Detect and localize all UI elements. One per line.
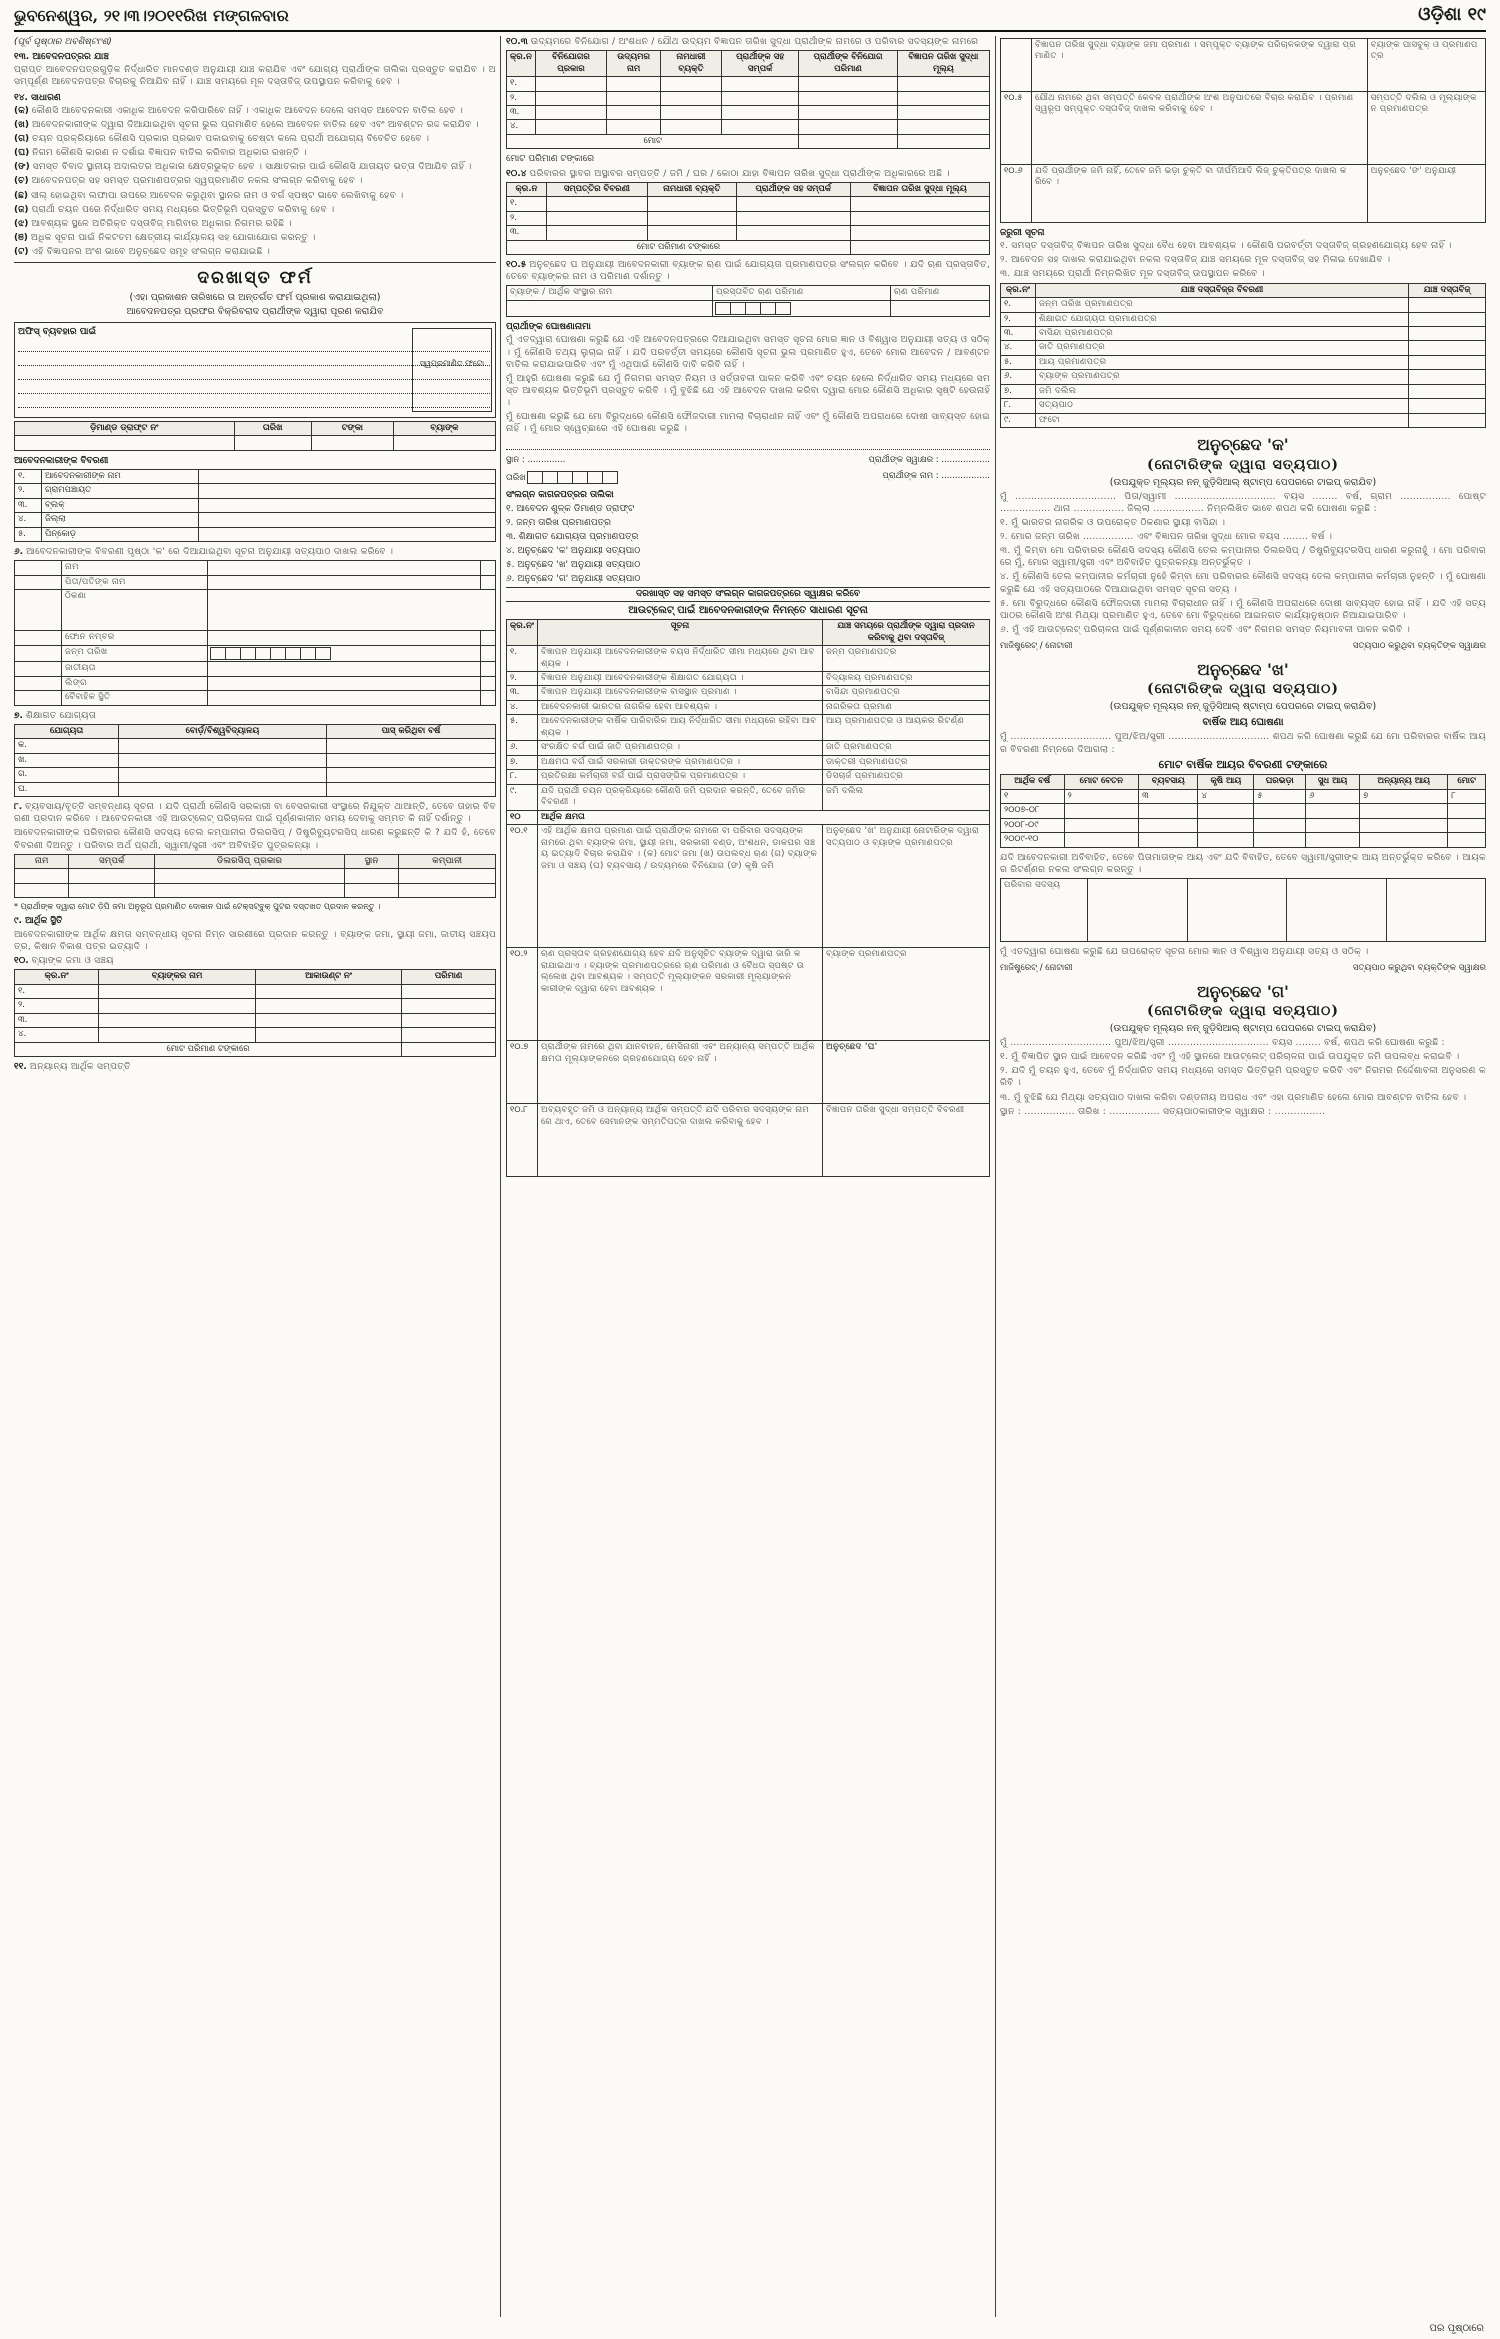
row-number: ୪. xyxy=(507,120,536,134)
office-use-label: ଅଫିସ୍ ବ୍ୟବହାର ପାଇଁ xyxy=(18,326,96,337)
body-text: ଆବେଦନକାରୀଙ୍କ ପରିବାରର କୌଣସି ସଦସ୍ୟ ତେଲ କମ୍ପାନୀର ଡିଲରସିପ୍ / ଡିଷ୍ଟ୍ରିବ୍ୟୁଟରସିପ୍ ଧାରଣ କରୁଛନ୍ତି କି ? ଯଦି ହଁ, ତେବେ ବିବରଣୀ ଦିଅନ୍ତୁ । ପରିବାର ଅର୍ଥ ପ୍ରାର୍ଥୀ, ସ୍ୱାମୀ/ସ୍ତ୍ରୀ ଏବଂ ଅବିବାହିତ ପୁତ୍ରକନ୍ୟା । xyxy=(14,828,496,851)
row-number: ୧. xyxy=(15,984,99,998)
table-cell[interactable] xyxy=(199,484,496,498)
table-header: ବୋର୍ଡ଼/ବିଶ୍ୱବିଦ୍ୟାଳୟ xyxy=(119,724,327,738)
row-label: ୨୦୦୭-୦୮ xyxy=(1001,804,1065,818)
list-item: (ଞ) ଅଧିକ ସୂଚନା ପାଇଁ ନିକଟତମ କ୍ଷେତ୍ରୀୟ କାର୍ଯ୍ୟାଳୟ ସହ ଯୋଗାଯୋଗ କରନ୍ତୁ । xyxy=(14,232,316,243)
form-question: ୬. ଆବେଦନକାରୀଙ୍କ ବିବରଣୀ ପୃଷ୍ଠା 'କ' ରେ ଦିଆଯାଇଥିବା ସୂଚନା ଅନୁଯାୟୀ ସତ୍ୟପାଠ ଦାଖଲ କରିବେ । xyxy=(14,547,394,558)
body-text: ୧. ସମସ୍ତ ଦସ୍ତାବିଜ୍ ବିଜ୍ଞାପନ ତାରିଖ ସୁଦ୍ଧା ବୈଧ ହେବା ଆବଶ୍ୟକ । କୌଣସି ପରବର୍ତ୍ତୀ ଦସ୍ତାବିଜ୍ ଗ୍ରହଣଯୋଗ୍ୟ ହେବ ନାହିଁ । xyxy=(1000,241,1452,252)
table-header: ବ୍ୟାଙ୍କର ନାମ xyxy=(99,970,256,984)
row-number: କ. xyxy=(15,739,119,753)
list-item: (ଛ) ସୀଲ୍ ହୋଇଥିବା ଲଫାପା ଉପରେ ଆବେଦନ କରୁଥିବା ସ୍ଥାନର ନାମ ଓ ବର୍ଗ ସ୍ପଷ୍ଟ ଭାବେ ଲେଖିବାକୁ ହେବ । xyxy=(14,190,404,201)
table-cell[interactable] xyxy=(402,1013,496,1027)
table-cell[interactable] xyxy=(393,436,495,450)
form-subtitle: (ଏହା ପ୍ରକାଶନ ତାରିଖରେ ତା ଅନ୍ତର୍ଗତ ଫର୍ମ ପ୍ରକାଶ କରାଯାଇଥିଲା) xyxy=(129,292,381,304)
column-middle xyxy=(506,36,990,2317)
row-number: ଘ. xyxy=(15,782,119,796)
table-header: ସୁଧ ଆୟ xyxy=(1306,775,1360,789)
row-number: ୨. xyxy=(1001,312,1036,326)
table-cell[interactable] xyxy=(402,984,496,998)
page-header-date: ଭୁବନେଶ୍ୱର, ୨୧।୩।୨୦୧୧ରିଖ ମଙ୍ଗଳବାର xyxy=(14,6,289,25)
checklist-item: ୧. ଆବେଦନ ଶୁଳ୍କ ଡିମାଣ୍ଡ ଡ୍ରାଫ୍ଟ xyxy=(506,503,635,514)
deponent-label: ସତ୍ୟପାଠ କରୁଥିବା ବ୍ୟକ୍ତିଙ୍କ ସ୍ୱାକ୍ଷର xyxy=(1352,963,1486,974)
savings-table xyxy=(14,969,496,1057)
row-number: ୬. xyxy=(1001,370,1036,384)
affidavit-text: ମୁଁ ................................ ପିତା/ସ୍ୱାମୀ ................................ ବୟସ ........ ବର୍ଷ, ଗ୍ରାମ ................ ପୋଷ୍ଟ ................ ଥାନା ................ ଜିଲ୍ଲା ................ ନିମ୍ନଲିଖିତ ଭାବେ ଶପଥ କରି ଘୋଷଣା କରୁଛି : xyxy=(1000,491,1486,514)
annexure-ka-title: ଅନୁଚ୍ଛେଦ 'କ' xyxy=(1197,435,1289,455)
date-label: ତାରିଖ xyxy=(506,473,526,483)
row-number: ୩. xyxy=(507,106,536,120)
column-number: ୫ xyxy=(1254,789,1306,803)
affidavit-text: ମୁଁ ................................ ପୁଅ/ଝିଅ/ସ୍ତ୍ରୀ ................................ ଶପଥ କରି ଘୋଷଣା କରୁଛି ଯେ ମୋ ପରିବାରର ବାର୍ଷିକ ଆୟର ବିବରଣୀ ନିମ୍ନରେ ଦିଆଗଲା : xyxy=(1000,732,1486,755)
blank-field[interactable] xyxy=(506,438,990,450)
table-cell[interactable] xyxy=(402,1028,496,1042)
table-cell[interactable] xyxy=(207,691,480,705)
place-label: ସ୍ଥାନ xyxy=(506,454,520,465)
applicant-details-label: ଆବେଦନକାରୀଙ୍କ ବିବରଣୀ xyxy=(14,455,109,466)
notary-label: ମାଜିଷ୍ଟ୍ରେଟ୍ / ନୋଟାରୀ xyxy=(1000,963,1073,974)
section-title: ଆର୍ଥିକ କ୍ଷମତା xyxy=(538,810,990,824)
table-header: ଘରଭଡ଼ା xyxy=(1254,775,1306,789)
signature-row: ତାରିଖ ପ୍ରାର୍ଥୀଙ୍କ ନାମ : .................. xyxy=(506,471,990,483)
education-table xyxy=(14,724,496,797)
table-header: ନାମଧାରୀ ବ୍ୟକ୍ତି xyxy=(647,182,736,196)
table-cell[interactable] xyxy=(119,768,327,782)
income-detail-table: ପରିବାର ସଦସ୍ୟ xyxy=(1000,878,1486,942)
section-10-3: ୧୦.୩ ଉଦ୍ୟମରେ ବିନିଯୋଗ / ଅଂଶଧନ / ଯୌଥ ଉଦ୍ୟମ ବିଜ୍ଞାପନ ତାରିଖ ସୁଦ୍ଧା ପ୍ରାର୍ଥୀଙ୍କ ନାମରେ ଓ ପରିବାର ସଦସ୍ୟଙ୍କ ନାମରେ xyxy=(506,37,979,47)
important-title: ଜରୁରୀ ସୂଚନା xyxy=(1000,228,1045,238)
form-question: ୭. ଶିକ୍ଷାଗତ ଯୋଗ୍ୟତା xyxy=(14,710,97,721)
row-number: ୨. xyxy=(507,91,536,105)
body-text: ୨. ଆବେଦନ ସହ ଦାଖଲ କରାଯାଇଥିବା ନକଲ ଦସ୍ତାବିଜ୍ ଯାଞ୍ଚ ସମୟରେ ମୂଳ ଦସ୍ତାବିଜ୍ ସହ ମିଳାଇ ଦେଖାଯିବ । xyxy=(1000,255,1391,266)
income-table xyxy=(1000,774,1486,847)
table-header: ବ୍ୟବସାୟ xyxy=(1139,775,1198,789)
column-right xyxy=(1000,36,1486,2317)
list-item: (ଘ) ନିଗମ କୌଣସି କାରଣ ନ ଦର୍ଶାଇ ବିଜ୍ଞାପନ ବାତିଲ କରିବାର ଅଧିକାର ରଖନ୍ତି । xyxy=(14,148,307,159)
checklist-note: ଦରଖାସ୍ତ ସହ ସମସ୍ତ ସଂଲଗ୍ନ କାଗଜପତ୍ରରେ ସ୍ୱାକ୍ଷର କରିବେ xyxy=(506,587,990,601)
form-question: ୯. ଆର୍ଥିକ ସ୍ଥିତି xyxy=(14,915,63,926)
affidavit-text: ଯଦି ଆବେଦନକାରୀ ଅବିବାହିତ, ତେବେ ପିତାମାତାଙ୍କ ଆୟ ଏବଂ ଯଦି ବିବାହିତ, ତେବେ ସ୍ୱାମୀ/ସ୍ତ୍ରୀଙ୍କ ଆୟ ଅନ୍ତର୍ଭୁକ୍ତ କରିବେ । ଆୟକର ରିଟର୍ଣ୍ଣର ନକଲ ସଂଲଗ୍ନ କରନ୍ତୁ । xyxy=(1000,852,1486,875)
table-header: ଯାଞ୍ଚ ସମୟରେ ପ୍ରାର୍ଥୀଙ୍କ ଦ୍ୱାରା ପ୍ରଦାନ କରିବାକୁ ଥିବା ଦସ୍ତାବିଜ୍ xyxy=(823,620,990,646)
form-question: ୧୧. ଅନ୍ୟାନ୍ୟ ଆର୍ଥିକ ସମ୍ପତ୍ତି xyxy=(14,1062,131,1073)
table-cell[interactable] xyxy=(207,662,480,676)
row-label: ୨୦୦୯-୧୦ xyxy=(1001,833,1065,847)
annexure-ka-note: (ଉପଯୁକ୍ତ ମୂଲ୍ୟର ନନ୍ ଜୁଡ଼ିସିଆଲ୍ ଷ୍ଟାମ୍ପ ପେପରରେ ଟାଇପ୍ କରାଯିବ) xyxy=(1109,476,1377,488)
column-number: ୧ xyxy=(1001,789,1065,803)
section-13: ୧୩. ଆବେଦନପତ୍ରର ଯାଞ୍ଚ xyxy=(14,52,109,63)
table-header: ଟଙ୍କା xyxy=(311,421,393,435)
row-number: ୩. xyxy=(15,498,42,512)
table-cell[interactable] xyxy=(480,561,495,575)
row-number: ୫. xyxy=(15,527,42,541)
row-label: ପିନ୍‌କୋଡ଼ xyxy=(42,527,199,541)
list-item: (କ) କୌଣସି ଆବେଦନକାରୀ ଏକାଧିକ ଆବେଦନ କରିପାରିବେ ନାହିଁ । ଏକାଧିକ ଆବେଦନ ଦେଲେ ସମସ୍ତ ଆବେଦନ ବାତିଲ ହେବ । xyxy=(14,105,464,116)
checklist-item: ୩. ଶିକ୍ଷାଗତ ଯୋଗ୍ୟତା ପ୍ରମାଣପତ୍ର xyxy=(506,531,639,542)
total-label: ମୋଟ ପରିମାଣ ଟଙ୍କାରେ xyxy=(507,240,851,254)
table-cell[interactable] xyxy=(234,436,311,450)
form-title: ଦରଖାସ୍ତ ଫର୍ମ xyxy=(197,268,313,289)
row-number: ୪. xyxy=(15,513,42,527)
affidavit-text: ମୁଁ ଏତଦ୍ୱାରା ଘୋଷଣା କରୁଛି ଯେ ଉପରୋକ୍ତ ସୂଚନା ମୋର ଜ୍ଞାନ ଓ ବିଶ୍ୱାସ ଅନୁଯାୟୀ ସତ୍ୟ ଓ ସଠିକ୍ । xyxy=(1000,947,1369,958)
list-item: (ଗ) ଚୟନ ପ୍ରକ୍ରିୟାରେ କୌଣସି ପ୍ରକାର ପ୍ରଭାବ ପକାଇବାକୁ ଚେଷ୍ଟା କଲେ ପ୍ରାର୍ଥୀ ଅଯୋଗ୍ୟ ବିବେଚିତ ହେବେ । xyxy=(14,133,430,144)
column-number: ୩ xyxy=(1139,789,1198,803)
row-number: ୨. xyxy=(507,671,538,685)
table-cell[interactable] xyxy=(255,984,401,998)
signature-label: ପ୍ରାର୍ଥୀଙ୍କ ସ୍ୱାକ୍ଷର xyxy=(868,454,934,465)
table-cell[interactable] xyxy=(15,436,235,450)
checklist-item: ୨. ଜନ୍ମ ତାରିଖ ପ୍ରମାଣପତ୍ର xyxy=(506,517,611,528)
table-cell[interactable] xyxy=(99,999,256,1013)
table-cell[interactable] xyxy=(402,1042,496,1056)
annexure-ka-subtitle: (ନୋଟାରିଙ୍କ ଦ୍ୱାରା ସତ୍ୟପାଠ) xyxy=(1147,456,1339,473)
row-label: ବ୍ଲକ୍ xyxy=(42,498,199,512)
list-item: (ଖ) ଆବେଦନକାରୀଙ୍କ ଦ୍ୱାରା ଦିଆଯାଇଥିବା ସୂଚନା ଭୁଲ ପ୍ରମାଣିତ ହେଲେ ଆବେଦନ ବାତିଲ ହେବ ଏବଂ ଆବଣ୍ଟନ ରଦ୍ଦ କରାଯିବ । xyxy=(14,119,479,130)
table-cell[interactable] xyxy=(480,645,495,661)
footnote: * ପ୍ରାର୍ଥୀଙ୍କ ଦ୍ୱାରା ମୋଟ ଡ଼ିପି ଜମା ଅନୁରୂପ ପ୍ରମାଣିତ ଦୋକାନ ପାଇଁ ଟେକ୍‌ସଟ୍‌ବୁକ୍ ପୁଟର ଦସ୍ତଖତ ପ୍ରଦାନ କରନ୍ତୁ । xyxy=(14,902,381,912)
table-header: ସୂଚନା xyxy=(538,620,823,646)
table-header: ଯାଞ୍ଚ ଦସ୍ତାବିଜ୍ xyxy=(1409,283,1486,297)
checklist-item: ୬. ଅନୁଚ୍ଛେଦ 'ଗ' ଅନୁଯାୟୀ ସତ୍ୟପାଠ xyxy=(506,574,641,585)
row-number: ୮. xyxy=(1001,399,1036,413)
header-rule xyxy=(14,30,1486,32)
table-header: ବିଜ୍ଞାପନ ତାରିଖ ସୁଦ୍ଧା ମୂଲ୍ୟ xyxy=(897,51,989,77)
row-number: ୩. xyxy=(507,226,547,240)
table-header: ଆର୍ଥିକ ବର୍ଷ xyxy=(1001,775,1065,789)
table-cell[interactable] xyxy=(311,436,393,450)
table-header: କ୍ର.ନଂ xyxy=(15,970,99,984)
row-number: ୫. xyxy=(1001,355,1036,369)
row-number: ୨. xyxy=(507,211,547,225)
continued-label: (ପୂର୍ବ ପୃଷ୍ଠାର ଅବଶିଷ୍ଟାଂଶ) xyxy=(14,37,112,47)
total-label: ମୋଟ xyxy=(507,134,799,148)
declaration-text: ମୁଁ ଆହୁରି ଘୋଷଣା କରୁଛି ଯେ ମୁଁ ନିଗମର ସମସ୍ତ ନିୟମ ଓ ସର୍ତ୍ତାବଳୀ ପାଳନ କରିବି ଏବଂ ଚୟନ ହେଲେ ନିର୍ଦ୍ଧାରିତ ସମୟ ମଧ୍ୟରେ ସମସ୍ତ ଆବଶ୍ୟକ ଭିତ୍ତିଭୂମି ପ୍ରସ୍ତୁତ କରିବି । ମୁଁ ବୁଝିଛି ଯେ ଏହି ଆବେଦନ ଦାଖଲ କରିବା ଦ୍ୱାରା ମୋର କୌଣସି ଅଧିକାର ସୃଷ୍ଟି ହେଉନାହିଁ । xyxy=(506,373,990,409)
section-10-5: ୧୦.୫ ଅନୁଚ୍ଛେଦ ଘ ଅନୁଯାୟୀ ଆବେଦନକାରୀ ବ୍ୟାଙ୍କ ଋଣ ପାଇଁ ଯୋଗ୍ୟତା ପ୍ରମାଣପତ୍ର ସଂଲଗ୍ନ କରିବେ । ଯଦି ଋଣ ପ୍ରସ୍ତାବିତ, ତେବେ ବ୍ୟାଙ୍କର ନାମ ଓ ପରିମାଣ ଦର୍ଶାନ୍ତୁ । xyxy=(506,260,990,283)
table-header: ଅନ୍ୟାନ୍ୟ ଆୟ xyxy=(1360,775,1448,789)
table-cell[interactable] xyxy=(199,469,496,483)
table-header: ଉଦ୍ୟମର ନାମ xyxy=(607,51,661,77)
affidavit-text: ୧. ମୁଁ ବିଜ୍ଞାପିତ ସ୍ଥାନ ପାଇଁ ଆବେଦନ କରିଛି ଏବଂ ମୁଁ ଏହି ସ୍ଥାନରେ ଆଉଟ୍‌ଲେଟ୍ ପରିଚାଳନା ପାଇଁ ଉପଯୁକ୍ତ ଜମି ଉପଲବ୍ଧ କରାଇବି । xyxy=(1000,1052,1460,1063)
row-number: ୧. xyxy=(507,77,536,91)
personal-details-table: ନାମ ପିତା/ପତିଙ୍କ ନାମ ଠିକଣା ଫୋନ ନମ୍ବର ଜନ୍ମ ତାରିଖ ଜାତୀୟତା ଲିଙ୍ଗ ବୈବାହିକ ସ୍ଥିତି xyxy=(14,560,496,705)
list-item: (ଟ) ଏହି ବିଜ୍ଞାପନର ଅଂଶ ଭାବେ ଅନୁଚ୍ଛେଦ ସମୂହ ସଂଲଗ୍ନ କରାଯାଇଛି । xyxy=(14,247,271,258)
table-header: ସମ୍ପତ୍ତିର ବିବରଣୀ xyxy=(546,182,647,196)
checklist-item: ୪. ଅନୁଚ୍ଛେଦ 'କ' ଅନୁଯାୟୀ ସତ୍ୟପାଠ xyxy=(506,546,641,557)
divider xyxy=(14,262,496,263)
annexure-ga-title: ଅନୁଚ୍ଛେଦ 'ଗ' xyxy=(1197,981,1289,1001)
column-divider xyxy=(500,36,501,2317)
row-number: ୧୦.୨ xyxy=(507,948,538,1041)
row-label: ୨୦୦୮-୦୯ xyxy=(1001,818,1065,832)
row-label: ଜିଲ୍ଲା xyxy=(42,513,199,527)
table-cell[interactable] xyxy=(326,782,495,796)
table-cell[interactable] xyxy=(480,575,495,589)
signature-row xyxy=(1000,641,1486,652)
column-number: ୨ xyxy=(1064,789,1139,803)
table-cell[interactable] xyxy=(99,1028,256,1042)
row-number: ୭. xyxy=(1001,384,1036,398)
table-cell[interactable] xyxy=(255,999,401,1013)
table-cell[interactable] xyxy=(207,590,495,631)
table-cell[interactable] xyxy=(480,662,495,676)
fee-table xyxy=(14,421,496,451)
row-number: ୧. xyxy=(15,469,42,483)
table-cell[interactable] xyxy=(255,1028,401,1042)
row-number: ୯. xyxy=(507,784,538,810)
total-label: ମୋଟ ପରିମାଣ ଟଙ୍କାରେ xyxy=(15,1042,402,1056)
body-text: ପ୍ରାପ୍ତ ଆବେଦନପତ୍ରଗୁଡ଼ିକ ନିର୍ଦ୍ଧାରିତ ମାନଦଣ୍ଡ ଅନୁଯାୟୀ ଯାଞ୍ଚ କରାଯିବ ଏବଂ ଯୋଗ୍ୟ ପ୍ରାର୍ଥୀଙ୍କ ତାଲିକା ପ୍ରସ୍ତୁତ କରାଯିବ । ଅସମ୍ପୂର୍ଣ୍ଣ ଆବେଦନପତ୍ର ବିଚାରକୁ ନିଆଯିବ ନାହିଁ । ଯାଞ୍ଚ ସମୟରେ ମୂଳ ଦସ୍ତାବିଜ୍ ଉପସ୍ଥାପନ କରିବାକୁ ହେବ । xyxy=(14,65,496,88)
table-cell[interactable] xyxy=(119,753,327,767)
checklist-title: ସଂଲଗ୍ନ କାଗଜପତ୍ରର ତାଲିକା xyxy=(506,490,614,501)
guide-title: ଆଉଟ୍‌ଲେଟ୍ ପାଇଁ ଆବେଦନକାରୀଙ୍କ ନିମନ୍ତେ ସାଧାରଣ ସୂଚନା xyxy=(628,604,868,616)
table-cell[interactable] xyxy=(199,513,496,527)
applicant-table xyxy=(14,469,496,542)
row-number: ୧୦.୧ xyxy=(507,825,538,948)
row-number: ଗ. xyxy=(15,768,119,782)
list-item: (ଚ) ଆବେଦନପତ୍ର ସହ ସମସ୍ତ ପ୍ରମାଣପତ୍ରର ସ୍ୱପ୍ରମାଣିତ ନକଲ ସଂଲଗ୍ନ କରିବାକୁ ହେବ । xyxy=(14,176,363,187)
table-cell[interactable] xyxy=(326,768,495,782)
affidavit-text: ୬. ମୁଁ ଏହି ଆଉଟ୍‌ଲେଟ୍ ପରିଚାଳନା ପାଇଁ ପୂର୍ଣ୍ଣକାଳୀନ ସମୟ ଦେବି ଏବଂ ନିଗମର ସମସ୍ତ ନିୟମାବଳୀ ପାଳନ କରିବି । xyxy=(1000,624,1411,635)
table-header: ପ୍ରାର୍ଥୀଙ୍କ ବିନିଯୋଗ ପରିମାଣ xyxy=(799,51,897,77)
form-question: ୧୦. ବ୍ୟାଙ୍କ ଜମା ଓ ସଞ୍ଚୟ xyxy=(14,956,114,967)
table-cell[interactable] xyxy=(207,676,480,690)
table-cell[interactable] xyxy=(119,739,327,753)
table-header: ପରିମାଣ xyxy=(402,970,496,984)
property-table xyxy=(506,182,990,255)
continued-next-page: ପର ପୃଷ୍ଠାରେ xyxy=(1429,2322,1484,2334)
column-number: ୭ xyxy=(1360,789,1448,803)
annexure-kha-subtitle: (ନୋଟାରିଙ୍କ ଦ୍ୱାରା ସତ୍ୟପାଠ) xyxy=(1147,681,1339,698)
row-number: ୨. xyxy=(15,999,99,1013)
row-number: ୪. xyxy=(15,1028,99,1042)
row-number: ୪. xyxy=(1001,341,1036,355)
notary-label: ମାଜିଷ୍ଟ୍ରେଟ୍ / ନୋଟାରୀ xyxy=(1000,641,1073,652)
table-cell[interactable] xyxy=(480,676,495,690)
row-label: ଆବେଦନକାରୀଙ୍କ ନାମ xyxy=(42,469,199,483)
loan-table: ବ୍ୟାଙ୍କ / ଆର୍ଥିକ ସଂସ୍ଥାର ନାମ ପ୍ରସ୍ତାବିତ ଋଣ ପରିମାଣ ଋଣ ପରିମାଣ xyxy=(506,285,990,317)
table-header: କ୍ର.ନଂ xyxy=(1001,283,1036,297)
row-number: ୮. xyxy=(507,770,538,784)
table-header: ବିନିଯୋଗର ପ୍ରକାର xyxy=(535,51,606,77)
table-header: ବିଜ୍ଞାପନ ତାରିଖ ସୁଦ୍ଧା ମୂଲ୍ୟ xyxy=(850,182,989,196)
annexure-ga-note: (ଉପଯୁକ୍ତ ମୂଲ୍ୟର ନନ୍ ଜୁଡ଼ିସିଆଲ୍ ଷ୍ଟାମ୍ପ ପେପରରେ ଟାଇପ୍ କରାଯିବ) xyxy=(1109,1023,1377,1035)
signature-row: ସ୍ଥାନ : .............. ପ୍ରାର୍ଥୀଙ୍କ ସ୍ୱାକ୍ଷର : .................. xyxy=(506,454,990,465)
income-table-title: ମୋଟ ବାର୍ଷିକ ଆୟର ବିବରଣୀ ଟଙ୍କାରେ xyxy=(1158,757,1328,771)
list-item: (ଙ) ସମସ୍ତ ବିବାଦ ସ୍ଥାନୀୟ ଅଦାଲତର ଅଧିକାର କ୍ଷେତ୍ରଭୁକ୍ତ ହେବ । ସାକ୍ଷାତକାର ପାଇଁ କୌଣସି ଯାତାୟତ ଭତ୍ତା ଦିଆଯିବ ନାହିଁ । xyxy=(14,162,472,173)
column-number: ୪ xyxy=(1198,789,1254,803)
documents-table: କ୍ର.ନଂ ଯାଞ୍ଚ ଦସ୍ତାବିଜ୍ର ବିବରଣୀ ଯାଞ୍ଚ ଦସ୍ତାବିଜ୍ ୧. ଜନ୍ମ ତାରିଖ ପ୍ରମାଣପତ୍ର ୨. ଶିକ୍ଷାଗତ ଯୋଗ୍ୟତା ପ୍ରମାଣପତ୍ର ୩. ବାସିନ୍ଦା ପ୍ରମାଣପତ୍ର ୪. ଜାତି ପ୍ରମାଣପତ୍ର ୫. ଆୟ ପ୍ରମାଣପତ୍ର ୬. ବ୍ୟାଙ୍କ ପ୍ରମାଣପତ୍ର ୭. ଜମି ଦଲିଲ ୮. ସତ୍ୟପାଠ ୯. ଫଟୋ xyxy=(1000,283,1486,429)
table-header: ମୋଟ ବେତନ xyxy=(1064,775,1139,789)
table-cell[interactable] xyxy=(99,1013,256,1027)
table-header: ମୋଟ xyxy=(1448,775,1486,789)
row-number: ୪. xyxy=(507,700,538,714)
table-header: ତାରିଖ xyxy=(234,421,311,435)
table-cell[interactable] xyxy=(402,999,496,1013)
table-header: ନାମଧାରୀ ବ୍ୟକ୍ତି xyxy=(661,51,722,77)
table-header: ଯାଞ୍ଚ ଦସ୍ତାବିଜ୍ର ବିବରଣୀ xyxy=(1036,283,1409,297)
continued-table: ବିଜ୍ଞାପନ ତାରିଖ ସୁଦ୍ଧା ବ୍ୟାଙ୍କ ଜମା ପ୍ରମାଣ । ସମ୍ପୃକ୍ତ ବ୍ୟାଙ୍କ ପରିଚାଳକଙ୍କ ଦ୍ୱାରା ପ୍ରମାଣିତ । ବ୍ୟାଙ୍କ ପାସବୁକ୍ ଓ ପ୍ରମାଣପତ୍ର ୧୦.୫ ଯୌଥ ନାମରେ ଥିବା ସମ୍ପତ୍ତି କେବଳ ପ୍ରାର୍ଥୀଙ୍କ ଅଂଶ ଅନୁପାତରେ ବିଚାର କରାଯିବ । ପ୍ରମାଣସ୍ୱରୂପ ସମ୍ପୃକ୍ତ ଦସ୍ତାବିଜ୍ ଦାଖଲ କରିବାକୁ ହେବ । ସମ୍ପତ୍ତି ଦଲିଲ ଓ ମୂଲ୍ୟାଙ୍କନ ପ୍ରମାଣପତ୍ର ୧୦.୬ ଯଦି ପ୍ରାର୍ଥୀଙ୍କ ଜମି ନାହିଁ, ତେବେ ଜମି ଭଡ଼ା ଚୁକ୍ତି ବା ଦୀର୍ଘମିଆଦି ଲିଜ୍ ଚୁକ୍ତିପତ୍ର ଦାଖଲ କରିବେ । ଅନୁଚ୍ଛେଦ 'ଙ' ଅନୁଯାୟୀ xyxy=(1000,38,1486,223)
table-cell[interactable] xyxy=(255,1013,401,1027)
section-14: ୧୪. ସାଧାରଣ xyxy=(14,92,61,103)
row-label: ଗ୍ରାମପଞ୍ଚାୟତ xyxy=(42,484,199,498)
table-header: ଆକାଉଣ୍ଟ ନଂ xyxy=(255,970,401,984)
checklist-item: ୫. ଅନୁଚ୍ଛେଦ 'ଖ' ଅନୁଯାୟୀ ସତ୍ୟପାଠ xyxy=(506,560,641,571)
row-number: ୧୦.୮ xyxy=(507,1104,538,1177)
body-text: ଆବେଦନକାରୀଙ୍କ ଆର୍ଥିକ କ୍ଷମତା ସମ୍ବନ୍ଧୀୟ ସୂଚନା ନିମ୍ନ ସାରଣୀରେ ପ୍ରଦାନ କରନ୍ତୁ । ବ୍ୟାଙ୍କ ଜମା, ସ୍ଥାୟୀ ଜମା, ଜାତୀୟ ସଞ୍ଚୟପତ୍ର, କିଷାନ ବିକାଶ ପତ୍ର ଇତ୍ୟାଦି । xyxy=(14,930,496,953)
list-item: (ଜ) ପ୍ରାର୍ଥୀ ଚୟନ ପରେ ନିର୍ଦ୍ଧାରିତ ସମୟ ମଧ୍ୟରେ ଭିତ୍ତିଭୂମି ପ୍ରସ୍ତୁତ କରିବାକୁ ହେବ । xyxy=(14,204,335,215)
section-10-4: ୧୦.୪ ପରିବାରର ସ୍ଥାବର ଅସ୍ଥାବର ସମ୍ପତ୍ତି / ଜମି / ଘର / କୋଠା ଯାହା ବିଜ୍ଞାପନ ତାରିଖ ସୁଦ୍ଧା ପ୍ରାର୍ଥୀଙ୍କ ଅଧିକାରରେ ଅଛି । xyxy=(506,168,950,179)
table-cell[interactable] xyxy=(480,691,495,705)
total-label: ମୋଟ ପରିମାଣ ଟଙ୍କାରେ xyxy=(506,154,595,165)
form-subtitle: ଆବେଦନପତ୍ର ପ୍ରଫର ବିକ୍ରିବରାଦ ପ୍ରାର୍ଥୀଙ୍କ ଦ୍ୱାରା ପୂରଣ କରାଯିବ xyxy=(126,306,384,317)
row-number: ୧୦.୬ xyxy=(1001,165,1032,223)
column-number: ୮ xyxy=(1448,789,1486,803)
table-cell[interactable] xyxy=(199,498,496,512)
body-text: ୩. ଯାଞ୍ଚ ସମୟରେ ପ୍ରାର୍ଥୀ ନିମ୍ନଲିଖିତ ମୂଳ ଦସ୍ତାବିଜ୍ ଉପସ୍ଥାପନ କରିବେ । xyxy=(1000,269,1266,280)
declaration-title: ପ୍ରାର୍ଥୀଙ୍କ ଘୋଷଣାନାମା xyxy=(506,322,591,333)
table-cell[interactable] xyxy=(207,575,480,589)
row-number: ୧. xyxy=(507,646,538,672)
row-number: ୨. xyxy=(15,484,42,498)
declaration-text: ମୁଁ ଘୋଷଣା କରୁଛି ଯେ ମୋ ବିରୁଦ୍ଧରେ କୌଣସି ଫୌଜଦାରୀ ମାମଲା ବିଚାରାଧୀନ ନାହିଁ ଏବଂ ମୁଁ କୌଣସି ଅପରାଧରେ ଦୋଷୀ ସାବ୍ୟସ୍ତ ହୋଇ ନାହିଁ । ମୁଁ ମୋର ସ୍ୱେଚ୍ଛାରେ ଏହି ଘୋଷଣା କରୁଛି । xyxy=(506,412,990,435)
affidavit-text: ୧. ମୁଁ ଭାରତର ନାଗରିକ ଓ ଉପରୋକ୍ତ ଠିକଣାର ସ୍ଥାୟୀ ବାସିନ୍ଦା । xyxy=(1000,517,1226,528)
income-declaration-title: ବାର୍ଷିକ ଆୟ ଘୋଷଣା xyxy=(1202,716,1284,728)
table-header: ବ୍ୟାଙ୍କ xyxy=(393,421,495,435)
name-label: ପ୍ରାର୍ଥୀଙ୍କ ନାମ xyxy=(882,471,934,481)
row-number: ଖ. xyxy=(15,753,119,767)
row-number: ୧୦.୫ xyxy=(1001,92,1032,165)
table-header: ପ୍ରାର୍ଥୀଙ୍କ ସହ ସମ୍ପର୍କ xyxy=(721,51,799,77)
column-divider xyxy=(995,36,996,2317)
list-item: (ଝ) ଆବଶ୍ୟକ ସ୍ଥଳେ ଅତିରିକ୍ତ ଦସ୍ତାବିଜ୍ ମାଗିବାର ଅଧିକାର ନିଗମର ରହିଛି । xyxy=(14,218,292,229)
row-number: ୩. xyxy=(507,686,538,700)
table-cell[interactable] xyxy=(207,561,480,575)
guide-table: କ୍ର.ନଂ ସୂଚନା ଯାଞ୍ଚ ସମୟରେ ପ୍ରାର୍ଥୀଙ୍କ ଦ୍ୱାରା ପ୍ରଦାନ କରିବାକୁ ଥିବା ଦସ୍ତାବିଜ୍ ୧. ବିଜ୍ଞାପନ ଅନୁଯାୟୀ ଆବେଦନକାରୀଙ୍କ ବୟସ ନିର୍ଦ୍ଧାରିତ ସୀମା ମଧ୍ୟରେ ଥିବା ଆବଶ୍ୟକ । ଜନ୍ମ ପ୍ରମାଣପତ୍ର ୨. ବିଜ୍ଞାପନ ଅନୁଯାୟୀ ଆବେଦନକାରୀଙ୍କ ଶିକ୍ଷାଗତ ଯୋଗ୍ୟତା । ବିଦ୍ୟାଳୟ ପ୍ରମାଣପତ୍ର ୩. ବିଜ୍ଞାପନ ଅନୁଯାୟୀ ଆବେଦନକାରୀଙ୍କ ବାସସ୍ଥାନ ପ୍ରମାଣ । ବାସିନ୍ଦା ପ୍ରମାଣପତ୍ର ୪. ଆବେଦନକାରୀ ଭାରତର ନାଗରିକ ହେବା ଆବଶ୍ୟକ । ନାଗରିକତା ପ୍ରମାଣ ୫. ଆବେଦନକାରୀଙ୍କ ବାର୍ଷିକ ପାରିବାରିକ ଆୟ ନିର୍ଦ୍ଧାରିତ ସୀମା ମଧ୍ୟରେ ରହିବା ଆବଶ୍ୟକ । ଆୟ ପ୍ରମାଣପତ୍ର ଓ ଆୟକର ରିଟର୍ଣ୍ଣ ୬. ସଂରକ୍ଷିତ ବର୍ଗ ପାଇଁ ଜାତି ପ୍ରମାଣପତ୍ର । ଜାତି ପ୍ରମାଣପତ୍ର ୭. ଅକ୍ଷମତା ବର୍ଗ ପାଇଁ ସରକାରୀ ଡାକ୍ତରଙ୍କ ପ୍ରମାଣପତ୍ର । ଡାକ୍ତରୀ ପ୍ରମାଣପତ୍ର ୮. ପ୍ରତିରକ୍ଷା କର୍ମଚାରୀ ବର୍ଗ ପାଇଁ ପ୍ରାସଙ୍ଗିକ ପ୍ରମାଣପତ୍ର । ଡିସଚାର୍ଜ ପ୍ରମାଣପତ୍ର ୯. ଯଦି ପ୍ରାର୍ଥୀ ଚୟନ ପ୍ରକ୍ରିୟାରେ କୌଣସି ଜମି ପ୍ରଦାନ କରନ୍ତି, ତେବେ ଜମିର ବିବରଣୀ । ଜମି ଦଲିଲ ୧୦ ଆର୍ଥିକ କ୍ଷମତା ୧୦.୧ ଏହି ଆର୍ଥିକ କ୍ଷମତା ପ୍ରମାଣ ପାଇଁ ପ୍ରାର୍ଥୀଙ୍କ ନାମରେ ବା ପରିବାର ସଦସ୍ୟଙ୍କ ନାମରେ ଥିବା ବ୍ୟାଙ୍କ ଜମା, ସ୍ଥାୟୀ ଜମା, ସରକାରୀ ବଣ୍ଡ, ଅଂଶଧନ, ଡାକଘର ସଞ୍ଚୟ ଇତ୍ୟାଦି ବିଚାର କରାଯିବ । (କ) ମୋଟ ଜମା (ଖ) ଉପଲବ୍ଧ ଋଣ (ଗ) ବ୍ୟାଙ୍କ ଜମା ଓ ସଞ୍ଚୟ (ଘ) ବ୍ୟବସାୟ / ଉଦ୍ୟମରେ ବିନିଯୋଗ (ଙ) କୃଷି ଜମି ଅନୁଚ୍ଛେଦ 'ଖ' ଅନୁଯାୟୀ ନୋଟାରିଙ୍କ ଦ୍ୱାରା ସତ୍ୟପାଠ ଓ ବ୍ୟାଙ୍କ ପ୍ରମାଣପତ୍ର ୧୦.୨ ଋଣ ପ୍ରସ୍ତାବ ଗ୍ରହଣଯୋଗ୍ୟ ହେବ ଯଦି ଅନୁସୂଚିତ ବ୍ୟାଙ୍କ ଦ୍ୱାରା ଜାରି କରାଯାଇଥାଏ । ବ୍ୟାଙ୍କ ପ୍ରମାଣପତ୍ରରେ ଋଣ ପରିମାଣ ଓ ବୈଧତା ସ୍ପଷ୍ଟ ଉଲ୍ଲେଖ ଥିବା ଆବଶ୍ୟକ । ସମ୍ପତ୍ତି ମୂଲ୍ୟାଙ୍କନ ସରକାରୀ ମୂଲ୍ୟାଙ୍କନକାରୀଙ୍କ ଦ୍ୱାରା ହେବା ଆବଶ୍ୟକ । ବ୍ୟାଙ୍କ ପ୍ରମାଣପତ୍ର ୧୦.୭ ପ୍ରାର୍ଥୀଙ୍କ ନାମରେ ଥିବା ଯାନବାହନ, ମେସିନାରୀ ଏବଂ ଅନ୍ୟାନ୍ୟ ସମ୍ପତ୍ତି ଆର୍ଥିକ କ୍ଷମତା ମୂଲ୍ୟାଙ୍କନରେ ଗ୍ରହଣଯୋଗ୍ୟ ହେବ ନାହିଁ । ଅନୁଚ୍ଛେଦ 'ଘ' ୧୦.୮ ଅବ୍ୟବହୃତ ଜମି ଓ ଅନ୍ୟାନ୍ୟ ଆର୍ଥିକ ସମ୍ପତ୍ତି ଯଦି ପରିବାର ସଦସ୍ୟଙ୍କ ନାମରେ ଥାଏ, ତେବେ ସେମାନଙ୍କ ସମ୍ମତିପତ୍ର ଦାଖଲ କରିବାକୁ ହେବ । ବିଜ୍ଞାପନ ତାରିଖ ସୁଦ୍ଧା ସମ୍ପତ୍ତି ବିବରଣୀ xyxy=(506,619,990,1177)
row-number: ୫. xyxy=(507,715,538,741)
table-cell[interactable] xyxy=(199,527,496,541)
row-number: ୩. xyxy=(1001,326,1036,340)
column-number: ୬ xyxy=(1306,789,1360,803)
row-number: ୭. xyxy=(507,755,538,769)
table-header: ଡ଼ିମାଣ୍ଡ ଡ୍ରାଫ୍ଟ ନଂ xyxy=(15,421,235,435)
table-cell[interactable] xyxy=(119,782,327,796)
table-cell[interactable] xyxy=(326,739,495,753)
table-cell[interactable] xyxy=(326,753,495,767)
table-header: କ୍ର.ନ xyxy=(507,182,547,196)
column-left xyxy=(14,36,496,2317)
table-header: ଯୋଗ୍ୟତା xyxy=(15,724,119,738)
row-number: ୧. xyxy=(507,197,547,211)
table-header: କ୍ର.ନଂ xyxy=(507,620,538,646)
table-header: ପ୍ରାର୍ଥୀଙ୍କ ସହ ସମ୍ପର୍କ xyxy=(736,182,850,196)
table-cell[interactable] xyxy=(99,984,256,998)
affidavit-text: ମୁଁ ................................ ପୁଅ/ଝିଅ/ସ୍ତ୍ରୀ ................................ ବୟସ ........ ବର୍ଷ, ଶପଥ କରି ଘୋଷଣା କରୁଛି : xyxy=(1000,1038,1445,1049)
signature-row xyxy=(1000,963,1486,974)
office-use-box xyxy=(14,322,496,418)
table-cell[interactable] xyxy=(207,631,480,645)
row-number: ୩. xyxy=(15,1013,99,1027)
photo-placeholder: ସ୍ୱପ୍ରମାଣିତ ଫଟୋ xyxy=(412,328,492,412)
affidavit-text: ୪. ମୁଁ କୌଣସି ତେଲ କମ୍ପାନୀର କର୍ମଚାରୀ ନୁହେଁ କିମ୍ବା ମୋ ପରିବାରର କୌଣସି ସଦସ୍ୟ ତେଲ କମ୍ପାନୀର କର୍ମଚାରୀ ନୁହନ୍ତି । ମୁଁ ଘୋଷଣା କରୁଛି ଯେ ଏହି ସତ୍ୟପାଠରେ ଦିଆଯାଇଥିବା ସମସ୍ତ ସୂଚନା ସତ୍ୟ । xyxy=(1000,572,1486,595)
annexure-kha-title: ଅନୁଚ୍ଛେଦ 'ଖ' xyxy=(1197,659,1289,679)
row-number: ୧୦.୭ xyxy=(507,1041,538,1104)
affidavit-text: ୫. ମୋ ବିରୁଦ୍ଧରେ କୌଣସି ଫୌଜଦାରୀ ମାମଲା ବିଚାରାଧୀନ ନାହିଁ । ମୁଁ କୌଣସି ଅପରାଧରେ ଦୋଷୀ ସାବ୍ୟସ୍ତ ହୋଇ ନାହିଁ । ଯଦି ଏହି ସତ୍ୟପାଠର କୌଣସି ଅଂଶ ମିଥ୍ୟା ପ୍ରମାଣିତ ହୁଏ, ତେବେ ମୋ ବିରୁଦ୍ଧରେ ଆଇନଗତ କାର୍ଯ୍ୟାନୁଷ୍ଠାନ ନିଆଯାଇପାରିବ । xyxy=(1000,598,1486,621)
annexure-ga-subtitle: (ନୋଟାରିଙ୍କ ଦ୍ୱାରା ସତ୍ୟପାଠ) xyxy=(1147,1003,1339,1020)
form-question: ୮. ବ୍ୟବସାୟ/ବୃତ୍ତି ସମ୍ବନ୍ଧୀୟ ସୂଚନା । ଯଦି ପ୍ରାର୍ଥୀ କୌଣସି ସରକାରୀ ବା ବେସରକାରୀ ସଂସ୍ଥାରେ ନିଯୁକ୍ତ ଥାଆନ୍ତି, ତେବେ ତାହାର ବିବରଣୀ ପ୍ରଦାନ କରିବେ । ଆବେଦନକାରୀ ଏହି ଆଉଟ୍‌ଲେଟ୍ ପରିଚାଳନା ପାଇଁ ପୂର୍ଣ୍ଣକାଳୀନ ସମୟ ଦେବାକୁ ସମ୍ମତ କି ନାହିଁ ଦର୍ଶାନ୍ତୁ । xyxy=(14,802,496,825)
affidavit-text: ସ୍ଥାନ : ................ ତାରିଖ : ................ ସତ୍ୟପାଠକାରୀଙ୍କ ସ୍ୱାକ୍ଷର : ................ xyxy=(1000,1106,1326,1117)
row-number: ୬. xyxy=(507,741,538,755)
table-header: କୃଷି ଆୟ xyxy=(1198,775,1254,789)
table-cell[interactable] xyxy=(480,631,495,645)
table-header: କ୍ର.ନ xyxy=(507,51,536,77)
row-number: ୧୦ xyxy=(507,810,538,824)
table-header: ପାସ୍ କରିଥିବା ବର୍ଷ xyxy=(326,724,495,738)
affidavit-text: ୨. ମୋର ଜନ୍ମ ତାରିଖ ................ ଏବଂ ବିଜ୍ଞାପନ ତାରିଖ ସୁଦ୍ଧା ମୋର ବୟସ ........ ବର୍ଷ । xyxy=(1000,531,1333,542)
affidavit-text: ୩. ମୁଁ କିମ୍ବା ମୋ ପରିବାରର କୌଣସି ସଦସ୍ୟ କୌଣସି ତେଲ କମ୍ପାନୀର ଡିଲରସିପ୍ / ଡିଷ୍ଟ୍ରିବ୍ୟୁଟରସିପ୍ ଧାରଣ କରୁନାହୁଁ । ମୋ ପରିବାରରେ ମୁଁ, ମୋର ସ୍ୱାମୀ/ସ୍ତ୍ରୀ ଏବଂ ଅବିବାହିତ ପୁତ୍ରକନ୍ୟା ଅନ୍ତର୍ଭୁକ୍ତ । xyxy=(1000,546,1486,569)
family-table: ନାମ ସମ୍ପର୍କ ଡିଲରସିପ୍ ପ୍ରକାର ସ୍ଥାନ କମ୍ପାନୀ xyxy=(14,854,496,898)
affidavit-text: ୩. ମୁଁ ବୁଝିଛି ଯେ ମିଥ୍ୟା ସତ୍ୟପାଠ ଦାଖଲ କରିବା ଦଣ୍ଡନୀୟ ଅପରାଧ ଏବଂ ଏହା ପ୍ରମାଣିତ ହେଲେ ମୋର ଆବଣ୍ଟନ ବାତିଲ ହେବ । xyxy=(1000,1092,1467,1103)
declaration-text: ମୁଁ ଏତଦ୍ୱାରା ଘୋଷଣା କରୁଛି ଯେ ଏହି ଆବେଦନପତ୍ରରେ ଦିଆଯାଇଥିବା ସମସ୍ତ ସୂଚନା ମୋର ଜ୍ଞାନ ଓ ବିଶ୍ୱାସ ଅନୁଯାୟୀ ସତ୍ୟ ଓ ସଠିକ୍ । ମୁଁ କୌଣସି ତଥ୍ୟ ଲୁଚାଇ ନାହିଁ । ଯଦି ପରବର୍ତ୍ତୀ ସମୟରେ କୌଣସି ସୂଚନା ଭୁଲ ପ୍ରମାଣିତ ହୁଏ, ତେବେ ମୋର ଆବେଦନ / ଆବଣ୍ଟନ ବାତିଲ କରାଯାଇପାରିବ ଏବଂ ମୁଁ ଏଥିପାଇଁ କୌଣସି ଦାବି କରିବି ନାହିଁ । xyxy=(506,335,990,370)
investment-table xyxy=(506,50,990,149)
row-number: ୧. xyxy=(1001,298,1036,312)
affidavit-text: ୨. ଯଦି ମୁଁ ଚୟନ ହୁଏ, ତେବେ ମୁଁ ନିର୍ଦ୍ଧାରିତ ସମୟ ମଧ୍ୟରେ ସମସ୍ତ ଭିତ୍ତିଭୂମି ପ୍ରସ୍ତୁତ କରିବି ଏବଂ ନିଗମର ନିର୍ଦ୍ଦେଶାବଳୀ ଅନୁସରଣ କରିବି । xyxy=(1000,1066,1486,1089)
deponent-label: ସତ୍ୟପାଠ କରୁଥିବା ବ୍ୟକ୍ତିଙ୍କ ସ୍ୱାକ୍ଷର xyxy=(1352,641,1486,652)
annexure-ref: ଅନୁଚ୍ଛେଦ 'ଘ' xyxy=(826,1042,878,1053)
page-header-number: ଓଡ଼ିଶା ୧୯ xyxy=(1418,4,1486,25)
row-number: ୯. xyxy=(1001,413,1036,427)
annexure-kha-note: (ଉପଯୁକ୍ତ ମୂଲ୍ୟର ନନ୍ ଜୁଡ଼ିସିଆଲ୍ ଷ୍ଟାମ୍ପ ପେପରରେ ଟାଇପ୍ କରାଯିବ) xyxy=(1109,701,1377,713)
